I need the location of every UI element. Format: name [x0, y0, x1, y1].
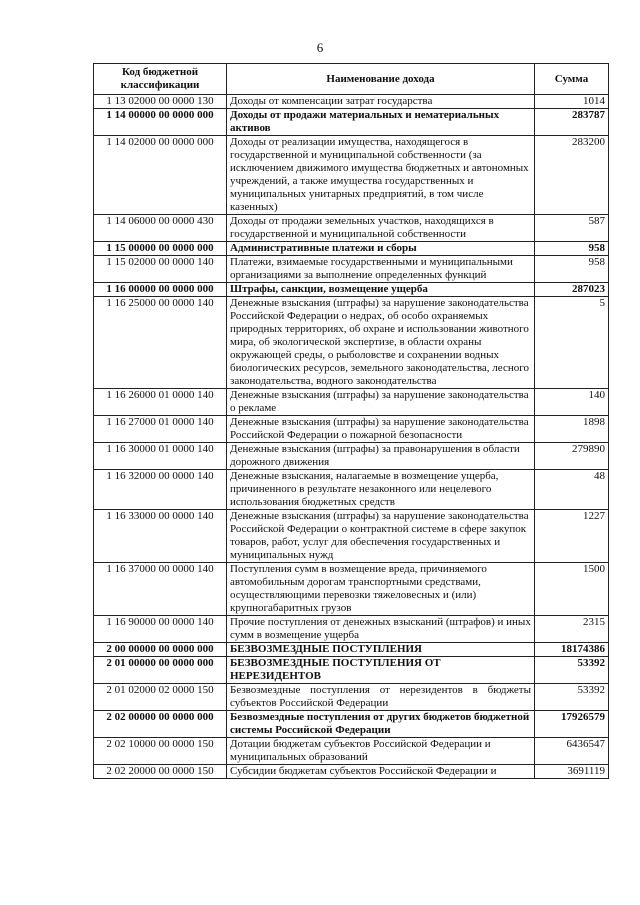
cell-name: БЕЗВОЗМЕЗДНЫЕ ПОСТУПЛЕНИЯ — [227, 643, 535, 657]
table-row — [94, 215, 609, 242]
cell-code: 2 00 00000 00 0000 000 — [94, 643, 227, 657]
cell-sum: 283787 — [535, 109, 609, 136]
header-name: Наименование дохода — [227, 64, 535, 95]
table-row — [94, 256, 609, 283]
cell-sum: 283200 — [535, 136, 609, 215]
cell-code: 1 15 02000 00 0000 140 — [94, 256, 227, 283]
table-row — [94, 657, 609, 684]
cell-sum: 958 — [535, 242, 609, 256]
table-row — [94, 242, 609, 256]
cell-name: Денежные взыскания (штрафы) за правонарушения в области дорожного движения — [227, 443, 535, 470]
cell-name: Безвозмездные поступления от других бюджетов бюджетной системы Российской Федерации — [227, 711, 535, 738]
cell-name: Платежи, взимаемые государственными и муниципальными организациями за выполнение определенных функций — [227, 256, 535, 283]
cell-name: Дотации бюджетам субъектов Российской Федерации и муниципальных образований — [227, 738, 535, 765]
cell-name: Прочие поступления от денежных взысканий (штрафов) и иных сумм в возмещение ущерба — [227, 616, 535, 643]
cell-name: Денежные взыскания (штрафы) за нарушение законодательства Российской Федерации о пожарной безопасности — [227, 416, 535, 443]
cell-code: 1 14 02000 00 0000 000 — [94, 136, 227, 215]
cell-code: 2 01 02000 02 0000 150 — [94, 684, 227, 711]
revenue-table — [93, 63, 609, 779]
cell-code: 1 15 00000 00 0000 000 — [94, 242, 227, 256]
cell-code: 1 14 06000 00 0000 430 — [94, 215, 227, 242]
cell-code: 2 02 20000 00 0000 150 — [94, 765, 227, 779]
cell-code: 2 02 10000 00 0000 150 — [94, 738, 227, 765]
cell-sum: 3691119 — [535, 765, 609, 779]
cell-code: 1 16 90000 00 0000 140 — [94, 616, 227, 643]
table-row — [94, 443, 609, 470]
cell-name: Денежные взыскания, налагаемые в возмещение ущерба, причиненного в результате незаконного или нецелевого использования бюджетных средств — [227, 470, 535, 510]
cell-sum: 48 — [535, 470, 609, 510]
cell-sum: 1500 — [535, 563, 609, 616]
cell-sum: 287023 — [535, 283, 609, 297]
table-row — [94, 95, 609, 109]
cell-sum: 958 — [535, 256, 609, 283]
table-row — [94, 563, 609, 616]
cell-code: 2 01 00000 00 0000 000 — [94, 657, 227, 684]
cell-sum: 140 — [535, 389, 609, 416]
cell-sum: 53392 — [535, 657, 609, 684]
table-row — [94, 297, 609, 389]
cell-code: 1 16 32000 00 0000 140 — [94, 470, 227, 510]
table-row — [94, 765, 609, 779]
cell-code: 1 16 37000 00 0000 140 — [94, 563, 227, 616]
cell-sum: 279890 — [535, 443, 609, 470]
cell-code: 1 16 26000 01 0000 140 — [94, 389, 227, 416]
cell-sum: 18174386 — [535, 643, 609, 657]
cell-name: Доходы от продажи материальных и нематериальных активов — [227, 109, 535, 136]
table-row — [94, 643, 609, 657]
table-row — [94, 684, 609, 711]
table-row — [94, 389, 609, 416]
table-header-row — [94, 64, 609, 95]
cell-code: 1 14 00000 00 0000 000 — [94, 109, 227, 136]
cell-sum: 53392 — [535, 684, 609, 711]
header-sum: Сумма — [535, 64, 609, 95]
table-row — [94, 616, 609, 643]
cell-code: 1 16 25000 00 0000 140 — [94, 297, 227, 389]
cell-name: Субсидии бюджетам субъектов Российской Федерации и — [227, 765, 535, 779]
table-row — [94, 711, 609, 738]
table-row — [94, 738, 609, 765]
cell-sum: 17926579 — [535, 711, 609, 738]
cell-sum: 1014 — [535, 95, 609, 109]
cell-sum: 2315 — [535, 616, 609, 643]
cell-name: Доходы от реализации имущества, находящегося в государственной и муниципальной собственности (за исключением движимого имущества бюджетных и автономных учреждений, а также имущества государственных и муниципальных унитарных предприятий, в том числе казенных) — [227, 136, 535, 215]
cell-code: 2 02 00000 00 0000 000 — [94, 711, 227, 738]
table-row — [94, 510, 609, 563]
cell-sum: 1898 — [535, 416, 609, 443]
cell-sum: 6436547 — [535, 738, 609, 765]
header-code: Код бюджетной классификации — [94, 64, 227, 95]
cell-code: 1 13 02000 00 0000 130 — [94, 95, 227, 109]
cell-name: Денежные взыскания (штрафы) за нарушение законодательства Российской Федерации о недрах, об особо охраняемых природных территориях, об охране и использовании животного мира, об экологической экспертизе, в области охраны окружающей среды, о рыболовстве и сохранении водных биологических ресурсов, земельного законодательства, лесного законодательства, водного законодательства — [227, 297, 535, 389]
cell-name: Денежные взыскания (штрафы) за нарушение законодательства Российской Федерации о контрактной системе в сфере закупок товаров, работ, услуг для обеспечения государственных и муниципальных нужд — [227, 510, 535, 563]
cell-name: Безвозмездные поступления от нерезидентов в бюджеты субъектов Российской Федерации — [227, 684, 535, 711]
table-row — [94, 109, 609, 136]
cell-name: Поступления сумм в возмещение вреда, причиняемого автомобильным дорогам транспортными средствами, осуществляющими перевозки тяжеловесных и (или) крупногабаритных грузов — [227, 563, 535, 616]
page-number: 6 — [316, 40, 324, 55]
cell-code: 1 16 27000 01 0000 140 — [94, 416, 227, 443]
table-body — [94, 95, 609, 779]
cell-name: Штрафы, санкции, возмещение ущерба — [227, 283, 535, 297]
cell-name: Денежные взыскания (штрафы) за нарушение законодательства о рекламе — [227, 389, 535, 416]
cell-name: Административные платежи и сборы — [227, 242, 535, 256]
table-row — [94, 283, 609, 297]
table-row — [94, 416, 609, 443]
cell-sum: 1227 — [535, 510, 609, 563]
cell-name: Доходы от продажи земельных участков, находящихся в государственной и муниципальной собственности — [227, 215, 535, 242]
cell-code: 1 16 33000 00 0000 140 — [94, 510, 227, 563]
cell-name: Доходы от компенсации затрат государства — [227, 95, 535, 109]
cell-name: БЕЗВОЗМЕЗДНЫЕ ПОСТУПЛЕНИЯ ОТ НЕРЕЗИДЕНТОВ — [227, 657, 535, 684]
cell-code: 1 16 30000 01 0000 140 — [94, 443, 227, 470]
cell-sum: 5 — [535, 297, 609, 389]
cell-code: 1 16 00000 00 0000 000 — [94, 283, 227, 297]
table-row — [94, 470, 609, 510]
cell-sum: 587 — [535, 215, 609, 242]
table-row — [94, 136, 609, 215]
